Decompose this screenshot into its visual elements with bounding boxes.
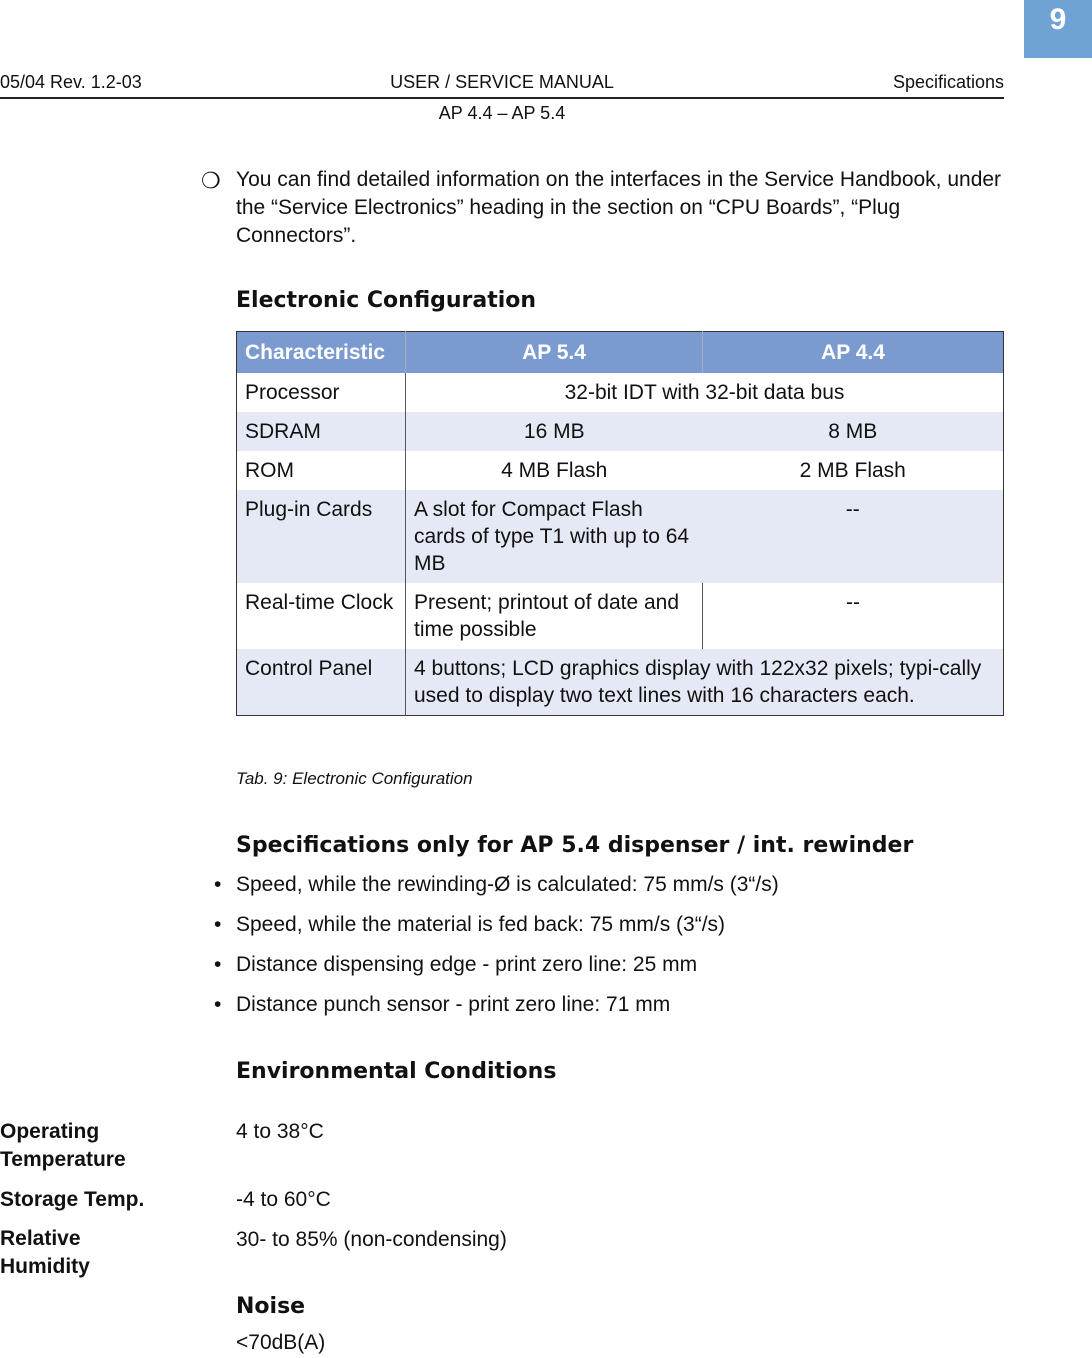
bullet-icon: • bbox=[214, 993, 222, 1016]
row-value-ap54: A slot for Compact Flash cards of type T1 with up to 64 MB bbox=[406, 490, 703, 583]
row-value-ap44: 2 MB Flash bbox=[799, 459, 906, 482]
dispenser-specs-heading: Specifications only for AP 5.4 dispenser / int. rewinder bbox=[236, 833, 914, 858]
storage-temp-label: Storage Temp. bbox=[0, 1188, 145, 1211]
row-value-merged: 32-bit IDT with 32-bit data bus bbox=[564, 381, 845, 404]
storage-temp-value: -4 to 60°C bbox=[236, 1188, 331, 1211]
list-item bbox=[214, 910, 779, 950]
dispenser-specs-list bbox=[214, 870, 779, 1030]
header-manual-title: USER / SERVICE MANUAL bbox=[390, 72, 614, 92]
list-item bbox=[214, 950, 779, 990]
row-label: Control Panel bbox=[237, 649, 406, 716]
list-item-text: Speed, while the material is fed back: 75 mm/s (3“/s) bbox=[236, 913, 726, 936]
table-row bbox=[237, 649, 1004, 716]
bullet-icon: • bbox=[214, 953, 222, 976]
row-label: SDRAM bbox=[237, 412, 406, 451]
row-value-ap44: 8 MB bbox=[703, 412, 1004, 451]
table-row bbox=[237, 583, 1004, 649]
row-value-ap54: 4 MB Flash bbox=[501, 459, 608, 482]
noise-value: <70dB(A) bbox=[236, 1331, 326, 1354]
operating-temp-value: 4 to 38°C bbox=[236, 1120, 324, 1143]
header-section: Specifications bbox=[892, 72, 1004, 92]
intro-bullet-icon: ❍ bbox=[201, 168, 221, 193]
electronic-config-heading: Electronic Configuration bbox=[236, 288, 537, 313]
environment-heading: Environmental Conditions bbox=[236, 1059, 557, 1084]
operating-temp-label: Operating Temperature bbox=[0, 1120, 126, 1171]
row-label: Real-time Clock bbox=[237, 583, 406, 649]
row-label: Plug-in Cards bbox=[237, 490, 406, 583]
table-caption: Tab. 9: Electronic Configuration bbox=[236, 769, 473, 788]
electronic-config-table bbox=[236, 331, 1004, 716]
table-row bbox=[237, 490, 1004, 583]
list-item-text: Distance dispensing edge - print zero line: 25 mm bbox=[236, 953, 698, 976]
list-item-text: Distance punch sensor - print zero line: 71 mm bbox=[236, 993, 671, 1016]
row-value-merged: 4 buttons; LCD graphics display with 122x32 pixels; typi-cally used to display two text lines with 16 characters each. bbox=[406, 649, 1004, 716]
header-revision: 05/04 Rev. 1.2-03 bbox=[0, 72, 142, 92]
chapter-tab-marker: 9 bbox=[1024, 0, 1092, 58]
col-header-ap54: AP 5.4 bbox=[406, 332, 703, 374]
intro-paragraph: You can find detailed information on the interfaces in the Service Handbook, under the “Service Electronics” heading in the section on “CPU Boards”, “Plug Connectors”. bbox=[236, 168, 1002, 247]
header-models: AP 4.4 – AP 5.4 bbox=[438, 103, 566, 123]
header-divider bbox=[0, 97, 1004, 99]
row-label: ROM bbox=[237, 451, 406, 490]
table-row bbox=[237, 412, 1004, 451]
row-label: Processor bbox=[237, 373, 406, 412]
bullet-icon: • bbox=[214, 873, 222, 896]
table-row bbox=[237, 451, 1004, 490]
list-item bbox=[214, 990, 779, 1030]
col-header-characteristic: Characteristic bbox=[237, 332, 406, 374]
bullet-icon: • bbox=[214, 913, 222, 936]
table-header-row bbox=[237, 332, 1004, 374]
row-value-ap54: Present; printout of date and time possible bbox=[406, 583, 703, 649]
noise-heading: Noise bbox=[236, 1294, 306, 1319]
row-value-ap44: -- bbox=[703, 490, 1004, 583]
row-value-ap54: 16 MB bbox=[406, 412, 703, 451]
table-row bbox=[237, 373, 1004, 412]
list-item bbox=[214, 870, 779, 910]
humidity-value: 30- to 85% (non-condensing) bbox=[236, 1228, 507, 1251]
row-value-ap44: -- bbox=[846, 591, 860, 614]
humidity-label: Relative Humidity bbox=[0, 1227, 90, 1278]
col-header-ap44: AP 4.4 bbox=[703, 332, 1004, 374]
list-item-text: Speed, while the rewinding-Ø is calculated: 75 mm/s (3“/s) bbox=[236, 873, 779, 896]
